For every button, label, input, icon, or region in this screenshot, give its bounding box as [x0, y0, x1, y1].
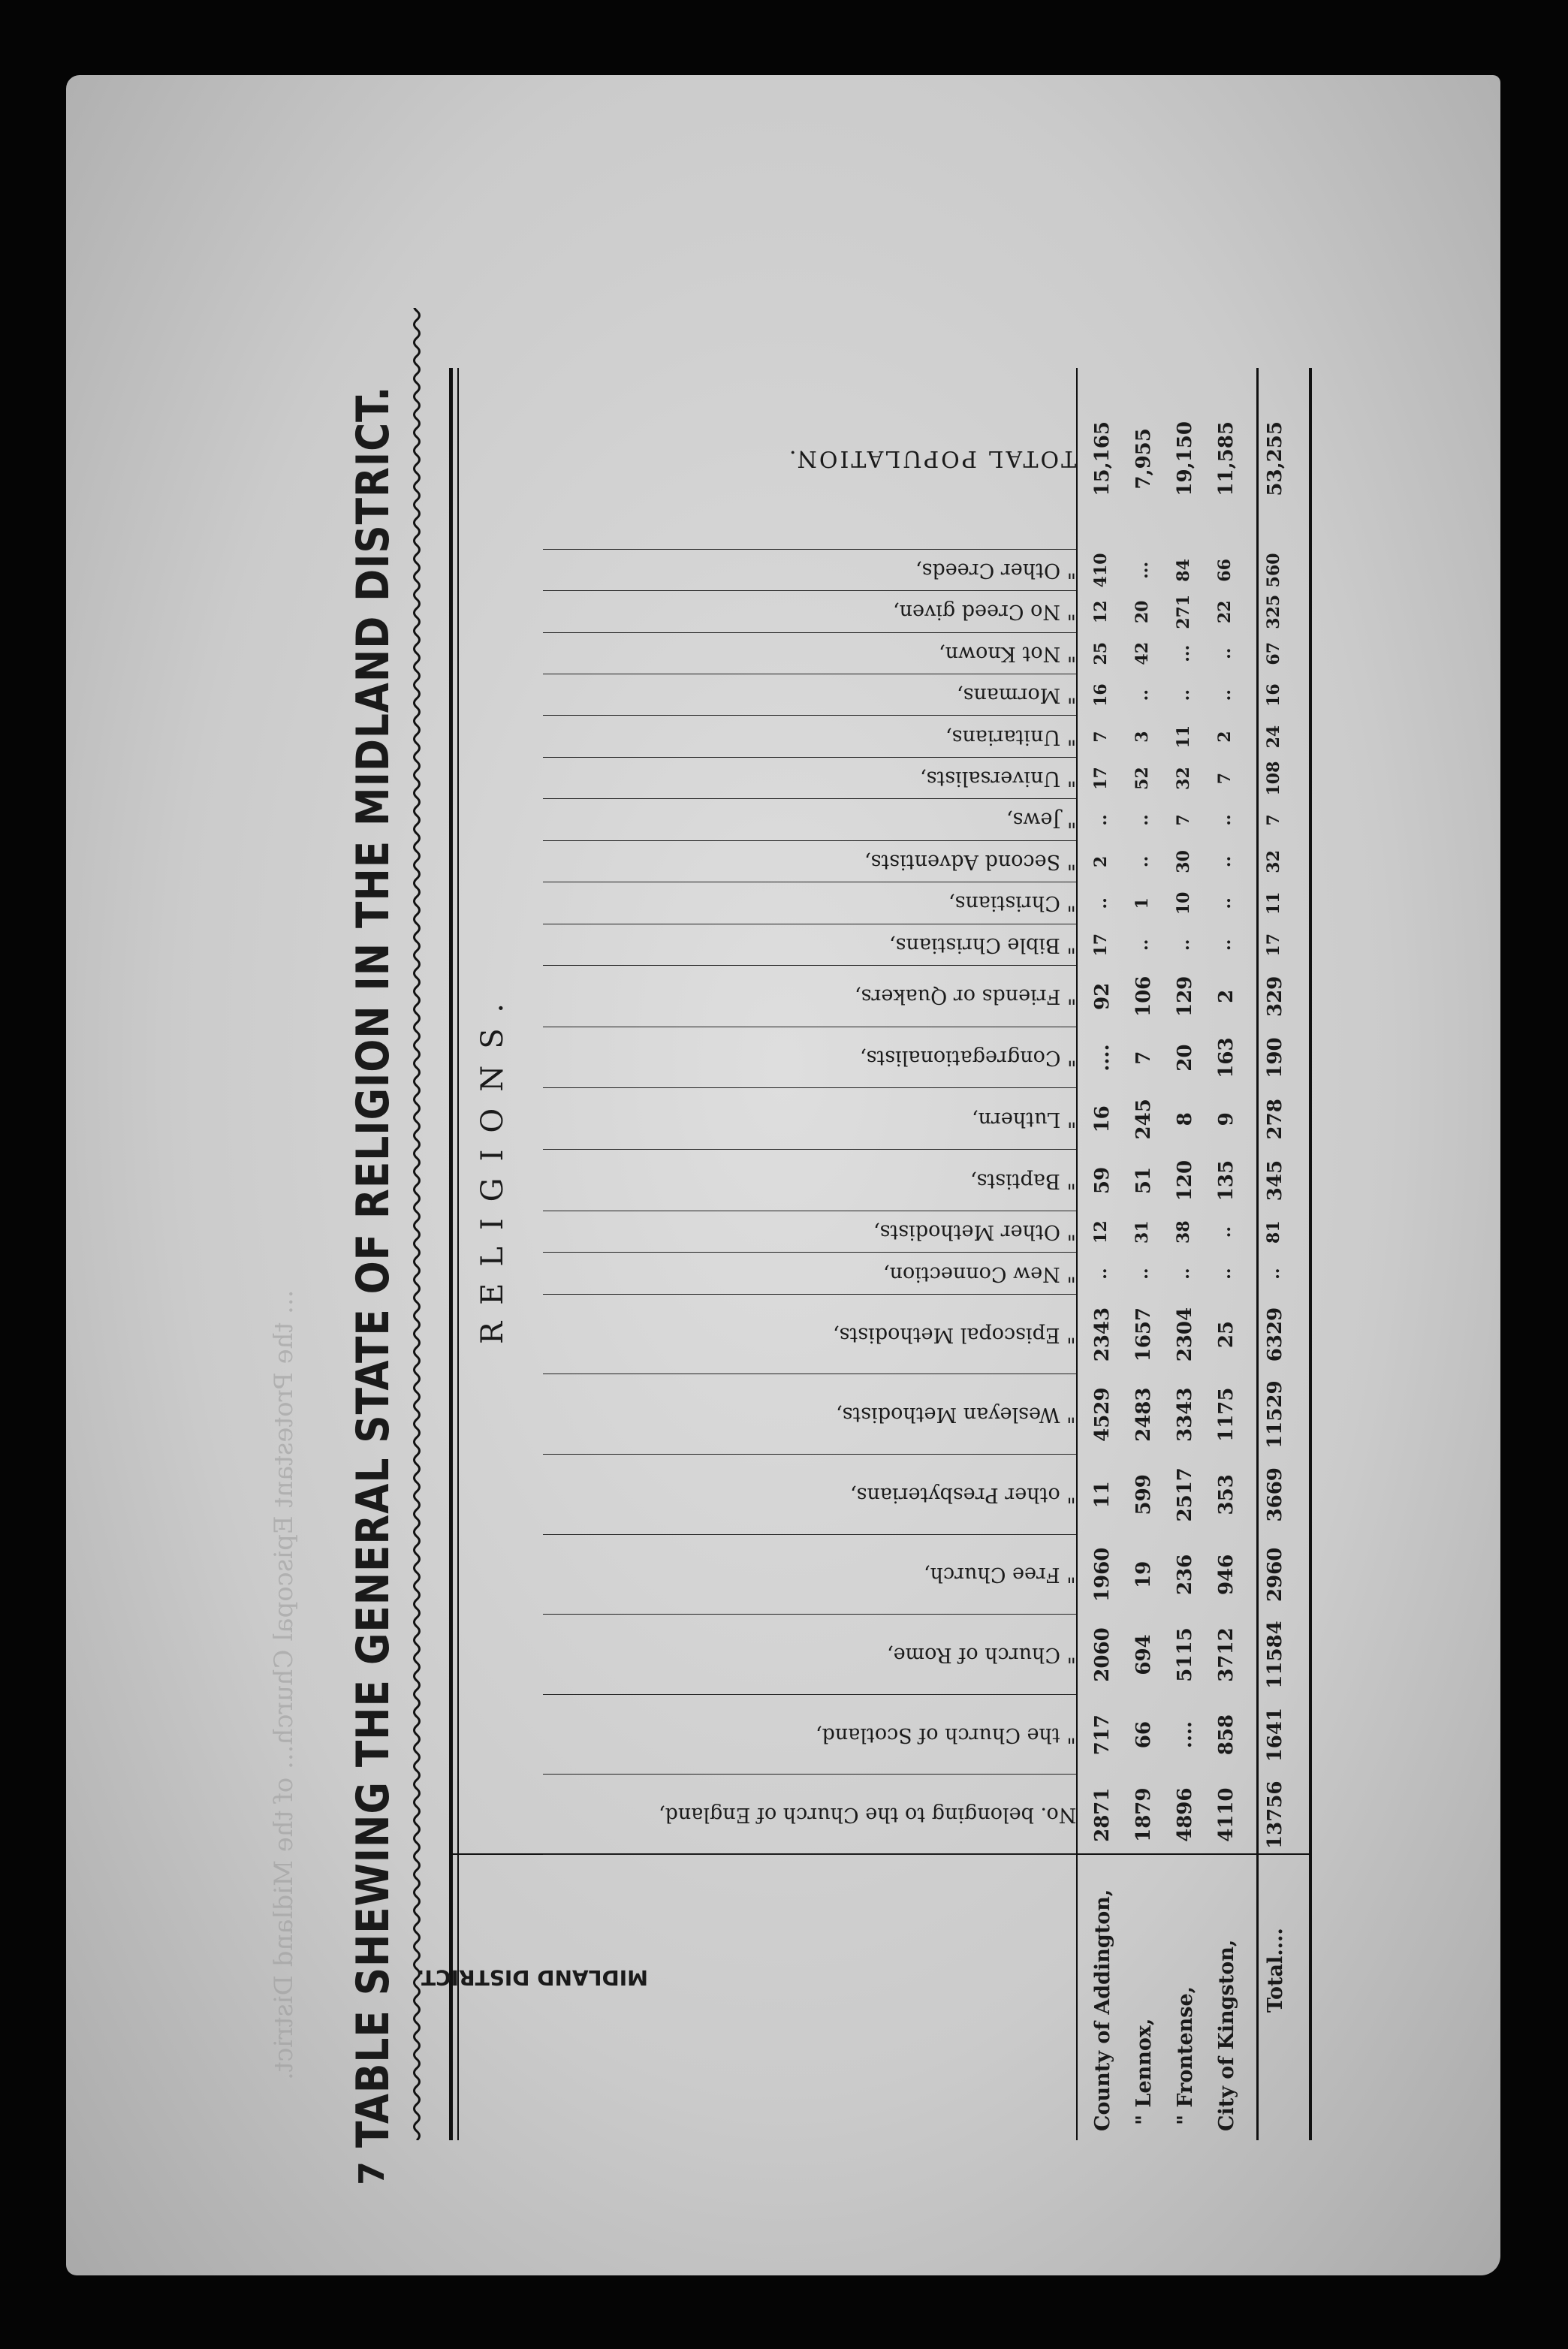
table-cell: 17 — [1091, 767, 1111, 790]
table-cell: 53,255 — [1264, 421, 1286, 496]
table-cell: 19,150 — [1174, 421, 1196, 496]
table-row-label: Total.... — [1264, 1928, 1287, 2013]
table-cell: 717 — [1091, 1714, 1114, 1756]
table-cell: .. — [1091, 814, 1111, 826]
table-cell: 20 — [1174, 1044, 1196, 1072]
column-header-label: " Other Creeds, — [915, 558, 1076, 582]
table-top-rule — [457, 368, 459, 2140]
column-header — [543, 1775, 1076, 1855]
table-cell: 67 — [1264, 641, 1283, 665]
table-cell: 11529 — [1264, 1380, 1286, 1449]
table-cell: .. — [1264, 1268, 1283, 1280]
column-header-label: " Not Known, — [938, 641, 1076, 665]
table-cell: .. — [1174, 689, 1193, 701]
table-cell: .. — [1132, 814, 1152, 826]
table-cell: 59 — [1091, 1166, 1114, 1195]
column-header-label: " Bible Christians, — [889, 933, 1076, 957]
column-header — [543, 1150, 1076, 1211]
table-cell: .. — [1132, 1268, 1152, 1280]
column-header — [543, 1374, 1076, 1455]
table-cell: 66 — [1132, 1721, 1155, 1749]
table-cell: 17 — [1091, 933, 1111, 957]
district-header: MIDLAND DISTRICT. — [416, 1965, 648, 1990]
column-header-label: " Universalists, — [919, 767, 1076, 791]
table-cell: 32 — [1264, 850, 1283, 873]
table-cell: 2 — [1215, 989, 1238, 1003]
table-cell: .. — [1132, 939, 1152, 951]
table-cell: 325 — [1264, 594, 1283, 629]
table-cell: 11 — [1264, 891, 1283, 915]
table-cell: 1641 — [1264, 1707, 1286, 1763]
table-cell: .... — [1174, 1721, 1196, 1749]
header-bottom-rule — [1076, 368, 1078, 2140]
wavy-rule — [412, 308, 422, 2140]
table-cell: 2304 — [1174, 1307, 1196, 1362]
table-cell: 11 — [1091, 1481, 1114, 1509]
table-cell: .. — [1091, 897, 1111, 909]
table-cell: 4896 — [1174, 1787, 1196, 1842]
column-header-label: " Congregationalists, — [859, 1046, 1076, 1070]
table-cell: 2 — [1215, 731, 1235, 743]
column-header — [543, 799, 1076, 840]
column-header — [543, 591, 1076, 632]
table-cell: 946 — [1215, 1554, 1238, 1596]
table-cell: 42 — [1132, 641, 1152, 665]
table-cell: 2517 — [1174, 1467, 1196, 1522]
column-header-label: " the Church of Scotland, — [816, 1723, 1076, 1747]
table-cell: 2483 — [1132, 1387, 1155, 1442]
religions-group-label: RELIGIONS. — [475, 987, 510, 1344]
table-cell: 694 — [1132, 1634, 1155, 1675]
page-number: 7 — [351, 2161, 392, 2185]
table-cell: 190 — [1264, 1037, 1286, 1078]
table-cell: 410 — [1091, 553, 1111, 588]
table-cell: 245 — [1132, 1099, 1155, 1140]
table-cell: .. — [1215, 1226, 1235, 1238]
table-cell: 353 — [1215, 1474, 1238, 1515]
table-cell: ... — [1132, 561, 1152, 579]
table-cell: 329 — [1264, 975, 1286, 1017]
table-cell: 5115 — [1174, 1627, 1196, 1682]
table-cell: 2871 — [1091, 1787, 1114, 1842]
table-cell: 2960 — [1264, 1547, 1286, 1603]
table-cell: 11584 — [1264, 1621, 1286, 1689]
table-cell: 2060 — [1091, 1627, 1114, 1682]
table-cell: 25 — [1091, 641, 1111, 665]
table-cell: 22 — [1215, 600, 1235, 624]
table-cell: .. — [1091, 1268, 1111, 1280]
table-cell: .. — [1215, 814, 1235, 826]
table-cell: 84 — [1174, 559, 1193, 582]
table-cell: 8 — [1174, 1112, 1196, 1126]
table-cell: 2343 — [1091, 1307, 1114, 1362]
column-header — [543, 924, 1076, 966]
column-header — [543, 633, 1076, 674]
column-header-label: " New Connection, — [883, 1262, 1076, 1286]
table-cell: 12 — [1091, 600, 1111, 624]
table-cell: .. — [1215, 897, 1235, 909]
table-cell: 20 — [1132, 600, 1152, 624]
column-header — [543, 1088, 1076, 1150]
table-cell: 4529 — [1091, 1387, 1114, 1442]
column-header — [543, 966, 1076, 1027]
column-header — [543, 758, 1076, 799]
table-cell: 81 — [1264, 1220, 1283, 1244]
column-header-label: " Wesleyan Methodists, — [836, 1403, 1076, 1427]
column-header-label: " Jews, — [1006, 808, 1076, 832]
column-header — [543, 674, 1076, 716]
column-header — [543, 550, 1076, 591]
column-header-label: " Unitarians, — [945, 725, 1076, 749]
table-cell: 135 — [1215, 1159, 1238, 1202]
table-cell: 16 — [1091, 683, 1111, 707]
column-header-label: " Church of Rome, — [886, 1643, 1076, 1666]
table-cell: 25 — [1215, 1320, 1238, 1349]
table-cell: 31 — [1132, 1220, 1152, 1244]
table-cell: 15,165 — [1091, 421, 1114, 496]
table-cell: .. — [1174, 1268, 1193, 1280]
table-cell: 30 — [1174, 850, 1193, 873]
table-cell: 7 — [1174, 814, 1193, 826]
table-cell: 7,955 — [1132, 428, 1155, 490]
table-cell: 7 — [1215, 772, 1235, 785]
table-cell: 858 — [1215, 1714, 1238, 1756]
column-header — [543, 1615, 1076, 1695]
column-header-label: " Baptists, — [970, 1168, 1076, 1193]
table-cell: 51 — [1132, 1166, 1155, 1195]
column-header — [543, 882, 1076, 924]
table-cell: ... — [1174, 644, 1193, 662]
table-cell: 19 — [1132, 1560, 1155, 1588]
table-row-label: City of Kingston, — [1215, 1939, 1238, 2131]
table-cell: 278 — [1264, 1099, 1286, 1140]
total-row-rule — [1256, 368, 1259, 2140]
table-cell: 108 — [1264, 761, 1283, 796]
column-header-label: " No Creed given, — [893, 600, 1076, 624]
column-header-label: " other Presbyterians, — [850, 1482, 1076, 1506]
table-cell: 12 — [1091, 1220, 1111, 1244]
table-cell: 7 — [1264, 814, 1283, 826]
column-header-label: " Other Methodists, — [873, 1220, 1076, 1244]
table-cell: 7 — [1091, 731, 1111, 743]
table-cell: 120 — [1174, 1159, 1196, 1202]
table-cell: 1960 — [1091, 1547, 1114, 1603]
table-cell: 3 — [1132, 731, 1152, 743]
column-header-label: " Friends or Quakers, — [854, 985, 1076, 1009]
table-cell: 3343 — [1174, 1387, 1196, 1442]
bleed-through-text: ... the Protestant Episcopal Church... of the Midland District. — [269, 1289, 299, 2080]
table-cell: 11 — [1174, 725, 1193, 749]
table-cell: 1 — [1132, 897, 1152, 909]
table-cell: 3669 — [1264, 1467, 1286, 1522]
table-cell: 3712 — [1215, 1627, 1238, 1682]
table-cell: .... — [1091, 1044, 1114, 1072]
table-cell: 9 — [1215, 1112, 1238, 1126]
table-cell: 16 — [1264, 683, 1283, 707]
table-cell: 2 — [1091, 855, 1111, 868]
table-cell: .. — [1215, 855, 1235, 868]
column-header-label: No. belonging to the Church of England, — [658, 1803, 1076, 1827]
column-header — [543, 1455, 1076, 1535]
table-cell: 236 — [1174, 1554, 1196, 1596]
column-header-label: " Episcopal Methodists, — [833, 1322, 1076, 1346]
column-header-label: " Luthern, — [971, 1107, 1076, 1131]
table-cell: 38 — [1174, 1220, 1193, 1244]
column-header — [543, 1535, 1076, 1615]
table-row-label: County of Addington, — [1091, 1889, 1114, 2131]
column-header-label: " Second Adventists, — [864, 849, 1076, 873]
table-cell: 13756 — [1264, 1781, 1286, 1849]
table-cell: 1657 — [1132, 1307, 1155, 1362]
table-cell: 24 — [1264, 725, 1283, 749]
table-cell: 92 — [1091, 982, 1114, 1010]
column-header — [543, 841, 1076, 882]
religion-table — [416, 368, 1312, 2140]
column-header — [543, 1027, 1076, 1089]
column-header — [543, 368, 1076, 550]
table-cell: 32 — [1174, 767, 1193, 790]
table-cell: 52 — [1132, 767, 1152, 790]
column-header — [543, 716, 1076, 757]
table-cell: 560 — [1264, 553, 1283, 588]
table-cell: .. — [1215, 939, 1235, 951]
table-cell: 599 — [1132, 1474, 1155, 1515]
scanned-page — [66, 75, 1500, 2275]
table-cell: 1175 — [1215, 1387, 1238, 1442]
table-cell: 11,585 — [1215, 421, 1238, 496]
column-header — [543, 1253, 1076, 1294]
table-cell: .. — [1132, 855, 1152, 868]
column-header-label: " Free Church, — [924, 1563, 1076, 1587]
table-cell: 129 — [1174, 975, 1196, 1017]
column-header — [543, 1695, 1076, 1775]
table-cell: 7 — [1132, 1051, 1155, 1065]
table-cell: .. — [1215, 1268, 1235, 1280]
column-header — [543, 1295, 1076, 1375]
page-title: TABLE SHEWING THE GENERAL STATE OF RELIGION IN THE MIDLAND DISTRICT. — [347, 385, 400, 2148]
table-cell: .. — [1215, 647, 1235, 659]
table-row-label: " Frontense, — [1174, 1986, 1197, 2125]
table-cell: 6329 — [1264, 1307, 1286, 1362]
table-cell: .. — [1132, 689, 1152, 701]
table-cell: 106 — [1132, 975, 1155, 1017]
table-cell: 16 — [1091, 1105, 1114, 1133]
column-header-label: TOTAL POPULATION. — [786, 445, 1076, 472]
table-cell: 1879 — [1132, 1787, 1155, 1842]
table-cell: 66 — [1215, 559, 1235, 582]
column-header-label: " Mormans, — [956, 683, 1076, 707]
table-cell: 271 — [1174, 594, 1193, 629]
table-cell: 10 — [1174, 891, 1193, 915]
table-cell: 345 — [1264, 1159, 1286, 1202]
table-cell: 4110 — [1215, 1787, 1238, 1842]
table-cell: .. — [1174, 939, 1193, 951]
column-header-label: " Christians, — [948, 891, 1076, 915]
table-cell: .. — [1215, 689, 1235, 701]
table-cell: 17 — [1264, 933, 1283, 957]
table-cell: 163 — [1215, 1037, 1238, 1078]
column-header — [543, 1211, 1076, 1253]
rotated-content — [269, 120, 1568, 2185]
table-row-label: " Lennox, — [1132, 2018, 1156, 2125]
